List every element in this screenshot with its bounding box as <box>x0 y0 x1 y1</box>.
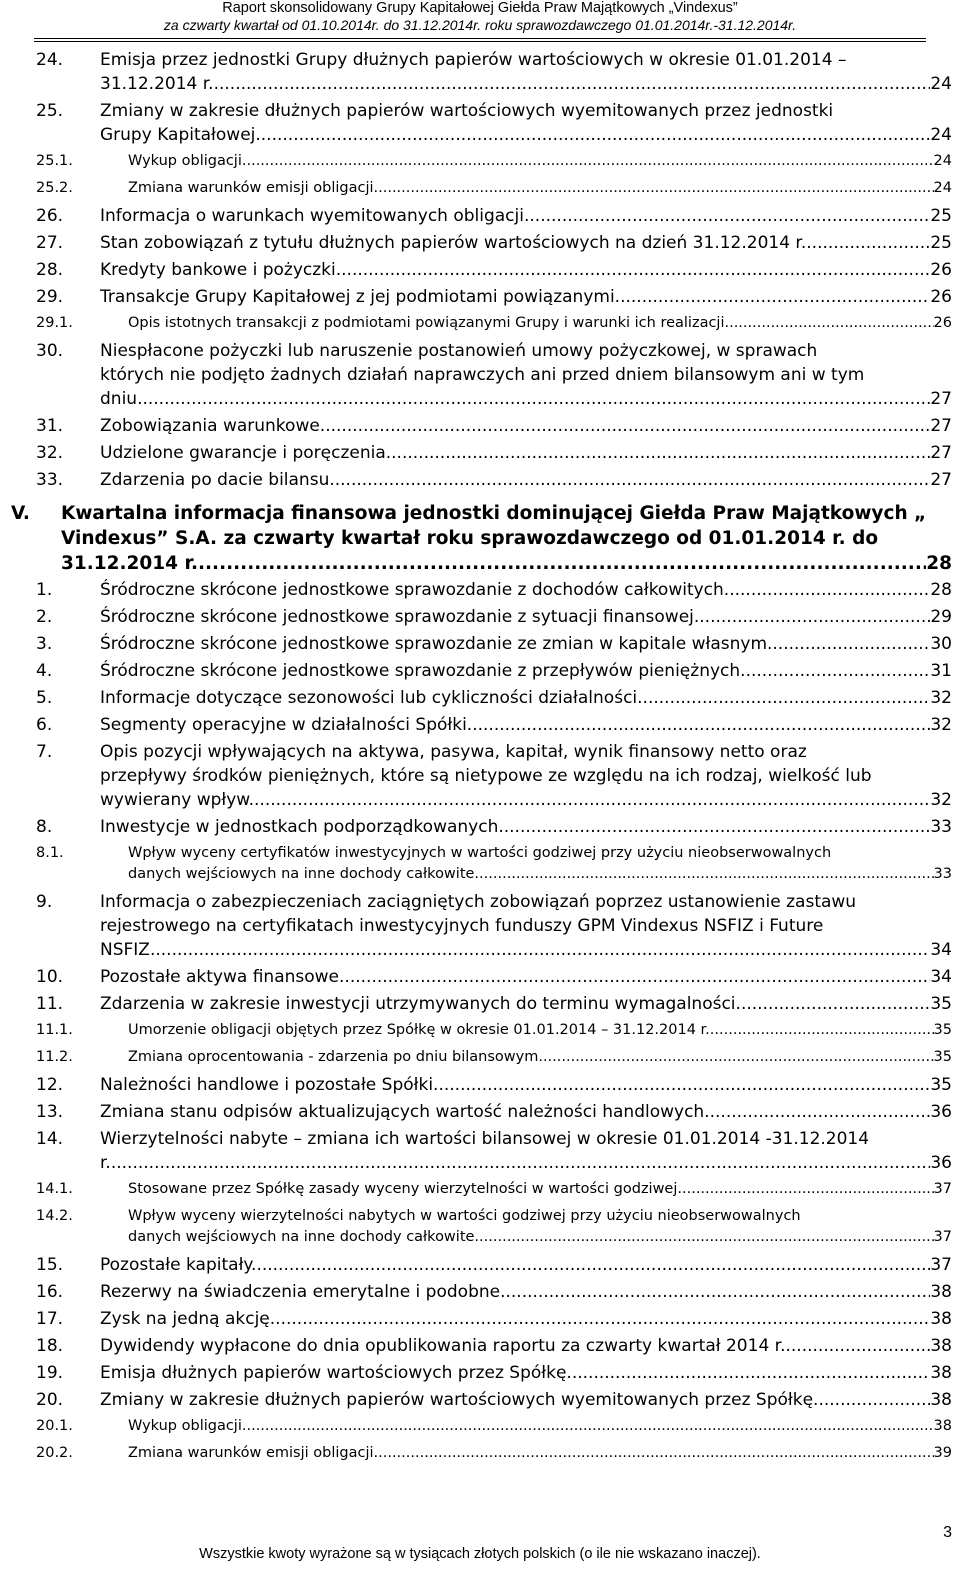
dot-leader <box>643 686 931 710</box>
toc-entry-page: 32 <box>930 687 952 708</box>
toc-entry-page: 38 <box>930 1308 952 1329</box>
toc-entry[interactable] <box>0 888 960 963</box>
toc-entry-title: 31.12.2014 r. <box>100 73 214 94</box>
dot-leader <box>438 1073 930 1097</box>
toc-entry-number: 12. <box>36 1074 64 1095</box>
toc-entry-number: 8. <box>36 816 53 837</box>
toc-entry[interactable] <box>0 1359 960 1386</box>
toc-entry-title: Vindexus” S.A. za czwarty kwartał roku sprawozdawczego od 01.01.2014 r. do <box>61 528 879 549</box>
toc-entry-page: 38 <box>933 1418 952 1434</box>
toc-entry[interactable] <box>0 813 960 840</box>
header-period: za czwarty kwartał od 01.10.2014r. do 31.12.2014r. roku sprawozdawczego 01.01.2014r.-31.12.2014r. <box>163 17 797 33</box>
dot-leader <box>479 864 934 885</box>
dot-leader <box>806 231 930 255</box>
toc-entry-page: 26 <box>930 259 952 280</box>
toc-entry-title: Należności handlowe i pozostałe Spółki. <box>100 1074 439 1095</box>
toc-entry[interactable] <box>0 412 960 439</box>
toc-entry-page: 34 <box>930 939 952 960</box>
toc-entry-title: Grupy Kapitałowej <box>100 124 256 145</box>
toc-entry-number: 13. <box>36 1101 64 1122</box>
toc-entry-title: przepływy środków pieniężnych, które są nietypowe ze względu na ich rodzaj, wielkość lub <box>100 765 872 786</box>
toc-entry[interactable] <box>0 1176 960 1203</box>
dot-leader <box>336 258 931 282</box>
toc-entry-title: Stan zobowiązań z tytułu dłużnych papierów wartościowych na dzień 31.12.2014 r. <box>100 232 807 253</box>
toc-entry-title: Informacja o zabezpieczeniach zaciągniętych zobowiązań poprzez ustanowienie zastawu <box>100 891 857 912</box>
toc-entry-title: Wykup obligacji. <box>128 1418 247 1434</box>
toc-entry-page: 26 <box>933 315 952 331</box>
toc-entry-page: 39 <box>933 1445 952 1461</box>
toc-entry-page: 31 <box>930 660 952 681</box>
toc-entry-page: 27 <box>930 388 952 409</box>
dot-leader <box>344 965 930 989</box>
toc-entry[interactable] <box>0 711 960 738</box>
toc-entry[interactable] <box>0 1440 960 1467</box>
toc-entry[interactable] <box>0 990 960 1017</box>
toc-entry-number: 25.2. <box>36 180 73 196</box>
toc-entry-number: 14.2. <box>36 1208 73 1224</box>
toc-entry-page: 28 <box>930 579 952 600</box>
dot-leader <box>214 72 931 96</box>
toc-entry-number: 33. <box>36 469 64 490</box>
header-title: Raport skonsolidowany Grupy Kapitałowej Giełda Praw Majątkowych „Vindexus” <box>222 0 738 16</box>
toc-entry-page: 37 <box>933 1181 952 1197</box>
toc-entry[interactable] <box>0 684 960 711</box>
toc-entry-title: Emisja przez jednostki Grupy dłużnych papierów wartościowych w okresie 01.01.2014 – <box>100 49 847 70</box>
toc-entry-number: 18. <box>36 1335 64 1356</box>
toc-entry-title: Dywidendy wypłacone do dnia opublikowania raportu za czwarty kwartał 2014 r. <box>100 1335 786 1356</box>
dot-leader <box>543 1047 934 1068</box>
toc-entry-number: 7. <box>36 741 53 762</box>
toc-entry-title: 31.12.2014 r. <box>61 553 198 574</box>
page-number: 3 <box>943 1524 952 1541</box>
dot-leader <box>256 1253 930 1277</box>
toc-entry-title: Zmiany w zakresie dłużnych papierów wartościowych wyemitowanych przez Spółkę. <box>100 1389 819 1410</box>
toc-entry[interactable] <box>0 963 960 990</box>
dot-leader <box>246 1416 933 1437</box>
table-of-contents <box>0 46 960 1467</box>
dot-leader <box>504 815 931 839</box>
toc-entry-title: Inwestycje w jednostkach podporządkowanych. <box>100 816 504 837</box>
toc-entry[interactable] <box>0 1017 960 1044</box>
toc-entry-number: 31. <box>36 415 64 436</box>
toc-entry-title: Kwartalna informacja finansowa jednostki dominującej Giełda Praw Majątkowych „ <box>61 503 927 524</box>
toc-entry-number: 20.2. <box>36 1445 73 1461</box>
toc-entry-number: 25.1. <box>36 153 73 169</box>
toc-entry[interactable] <box>0 1278 960 1305</box>
toc-entry-page: 38 <box>930 1335 952 1356</box>
toc-entry-title: Zmiana oprocentowania - zdarzenia po dniu bilansowym. <box>128 1049 543 1065</box>
toc-entry-title: Wpływ wyceny certyfikatów inwestycyjnych w wartości godziwej przy użyciu nieobserwowalnych <box>128 845 832 861</box>
toc-entry-page: 24 <box>930 124 952 145</box>
toc-entry-title: Śródroczne skrócone jednostkowe sprawozdanie z sytuacji finansowej. <box>100 606 700 627</box>
toc-entry-page: 38 <box>930 1389 952 1410</box>
dot-leader <box>500 1280 930 1304</box>
dot-leader <box>741 992 930 1016</box>
toc-entry[interactable] <box>0 148 960 175</box>
dot-leader <box>818 1388 930 1412</box>
toc-entry-title: Zdarzenia w zakresie inwestycji utrzymywanych do terminu wymagalności. <box>100 993 741 1014</box>
toc-entry-title: Niespłacone pożyczki lub naruszenie postanowień umowy pożyczkowej, w sprawach <box>100 340 818 361</box>
dot-leader <box>572 1361 931 1385</box>
toc-entry-number: 25. <box>36 100 64 121</box>
toc-entry[interactable] <box>0 738 960 813</box>
toc-entry-number: 1. <box>36 579 53 600</box>
toc-entry[interactable] <box>0 283 960 310</box>
dot-leader <box>155 938 930 962</box>
toc-entry-title: Zmiana warunków emisji obligacji. <box>128 1445 379 1461</box>
toc-entry-title: Śródroczne skrócone jednostkowe sprawozdanie ze zmian w kapitale własnym. <box>100 633 773 654</box>
toc-entry-number: 8.1. <box>36 845 64 861</box>
toc-entry-page: 28 <box>926 553 952 574</box>
toc-entry-title: Kredyty bankowe i pożyczki <box>100 259 336 280</box>
toc-entry-number: 6. <box>36 714 53 735</box>
toc-entry-number: 32. <box>36 442 64 463</box>
toc-entry-number: 20.1. <box>36 1418 73 1434</box>
toc-entry[interactable] <box>0 310 960 337</box>
dot-leader <box>479 1227 934 1248</box>
toc-entry[interactable] <box>0 576 960 603</box>
toc-entry-number: 30. <box>36 340 64 361</box>
toc-entry-page: 32 <box>930 789 952 810</box>
toc-entry-title: Transakcje Grupy Kapitałowej z jej podmiotami powiązanymi <box>100 286 615 307</box>
toc-entry-title: Zmiana warunków emisji obligacji. <box>128 180 379 196</box>
toc-entry-number: 17. <box>36 1308 64 1329</box>
dot-leader <box>772 632 930 656</box>
toc-entry-number: 20. <box>36 1389 64 1410</box>
toc-entry-number: 27. <box>36 232 64 253</box>
toc-entry-page: 36 <box>930 1101 952 1122</box>
toc-entry-title: Informacja o warunkach wyemitowanych obligacji. <box>100 205 530 226</box>
toc-entry-page: 34 <box>930 966 952 987</box>
toc-entry-title: Opis pozycji wpływających na aktywa, pasywa, kapitał, wynik finansowy netto oraz <box>100 741 807 762</box>
toc-entry-title: Stosowane przez Spółkę zasady wyceny wierzytelności w wartości godziwej. <box>128 1181 682 1197</box>
dot-leader <box>746 659 931 683</box>
dot-leader <box>391 441 930 465</box>
toc-entry-number: 29.1. <box>36 315 73 331</box>
toc-entry-page: 27 <box>930 469 952 490</box>
toc-entry-title: Zmiana stanu odpisów aktualizujących wartość należności handlowych. <box>100 1101 710 1122</box>
toc-entry-page: 24 <box>930 73 952 94</box>
dot-leader <box>255 123 930 147</box>
toc-entry-number: 24. <box>36 49 64 70</box>
toc-entry[interactable] <box>0 337 960 412</box>
toc-entry[interactable] <box>0 1125 960 1176</box>
toc-entry[interactable] <box>0 840 960 888</box>
toc-entry-title: Umorzenie obligacji objętych przez Spółkę w okresie 01.01.2014 – 31.12.2014 r. <box>128 1022 710 1038</box>
toc-entry-title: Zmiany w zakresie dłużnych papierów wartościowych wyemitowanych przez jednostki <box>100 100 834 121</box>
toc-entry-number: 16. <box>36 1281 64 1302</box>
header-rule <box>34 38 926 42</box>
toc-entry-page: 37 <box>933 1229 952 1245</box>
dot-leader <box>615 285 931 309</box>
toc-entry[interactable] <box>0 657 960 684</box>
page-header <box>0 0 960 34</box>
toc-entry[interactable] <box>0 1071 960 1098</box>
toc-entry-page: 33 <box>933 866 952 882</box>
toc-entry-number: 29. <box>36 286 64 307</box>
toc-entry-page: 25 <box>930 232 952 253</box>
toc-entry[interactable] <box>0 466 960 493</box>
toc-entry-title: rejestrowego na certyfikatach inwestycyjnych funduszy GPM Vindexus NSFIZ i Future <box>100 915 824 936</box>
toc-entry-title: których nie podjęto żadnych działań naprawczych ani przed dniem bilansowym ani w tym <box>100 364 865 385</box>
toc-entry-page: 32 <box>930 714 952 735</box>
toc-entry[interactable] <box>0 603 960 630</box>
toc-entry[interactable] <box>0 1203 960 1251</box>
toc-entry-page: 29 <box>930 606 952 627</box>
toc-entry-page: 25 <box>930 205 952 226</box>
toc-entry-title: r. <box>100 1152 111 1173</box>
toc-entry-number: 19. <box>36 1362 64 1383</box>
toc-entry-number: 14. <box>36 1128 64 1149</box>
toc-entry[interactable] <box>0 1413 960 1440</box>
toc-entry-title: Wpływ wyceny wierzytelności nabytych w wartości godziwej przy użyciu nieobserwowalnych <box>128 1208 801 1224</box>
toc-entry[interactable] <box>0 630 960 657</box>
toc-entry-number: 11.2. <box>36 1049 73 1065</box>
toc-entry-number: 5. <box>36 687 53 708</box>
toc-entry-page: 36 <box>930 1152 952 1173</box>
toc-entry-number: 14.1. <box>36 1181 73 1197</box>
toc-entry[interactable] <box>0 175 960 202</box>
dot-leader <box>325 414 930 438</box>
toc-entry-number: 10. <box>36 966 64 987</box>
toc-entry-title: danych wejściowych na inne dochody całkowite. <box>128 1229 480 1245</box>
toc-entry-title: Śródroczne skrócone jednostkowe sprawozdanie z przepływów pieniężnych. <box>100 660 746 681</box>
toc-entry-title: Wierzytelności nabyte – zmiana ich wartości bilansowej w okresie 01.01.2014 -31.12.2014 <box>100 1128 870 1149</box>
dot-leader <box>729 313 933 334</box>
toc-entry-title: Śródroczne skrócone jednostkowe sprawozdanie z dochodów całkowitych. <box>100 579 730 600</box>
toc-entry-title: NSFIZ. <box>100 939 156 960</box>
dot-leader <box>378 1443 933 1464</box>
dot-leader <box>682 1179 934 1200</box>
dot-leader <box>275 1307 930 1331</box>
toc-entry[interactable] <box>0 1305 960 1332</box>
toc-entry-page: 35 <box>933 1022 952 1038</box>
dot-leader <box>335 468 931 492</box>
toc-entry-title: Zobowiązania warunkowe. <box>100 415 326 436</box>
toc-entry[interactable] <box>0 1251 960 1278</box>
toc-entry-title: Emisja dłużnych papierów wartościowych przez Spółkę. <box>100 1362 572 1383</box>
toc-entry[interactable] <box>0 439 960 466</box>
toc-entry-page: 26 <box>930 286 952 307</box>
dot-leader <box>198 551 926 576</box>
toc-entry-page: 33 <box>930 816 952 837</box>
page-footer: Wszystkie kwoty wyrażone są w tysiącach złotych polskich (o ile nie wskazano inaczej). <box>199 1546 761 1562</box>
toc-entry[interactable] <box>0 256 960 283</box>
toc-entry[interactable] <box>0 97 960 148</box>
toc-entry[interactable] <box>0 202 960 229</box>
dot-leader <box>111 1151 931 1175</box>
toc-entry-title: Pozostałe kapitały. <box>100 1254 257 1275</box>
toc-entry-number: 11.1. <box>36 1022 73 1038</box>
dot-leader <box>729 578 930 602</box>
toc-entry[interactable] <box>0 501 960 576</box>
toc-entry-number: 26. <box>36 205 64 226</box>
toc-entry-page: 27 <box>930 442 952 463</box>
toc-entry-page: 24 <box>933 180 952 196</box>
toc-entry-number: 3. <box>36 633 53 654</box>
toc-entry-page: 35 <box>933 1049 952 1065</box>
toc-entry-title: danych wejściowych na inne dochody całkowite. <box>128 866 480 882</box>
dot-leader <box>378 178 933 199</box>
toc-entry-page: 35 <box>930 1074 952 1095</box>
toc-entry[interactable] <box>0 1386 960 1413</box>
toc-entry-title: Rezerwy na świadczenia emerytalne i podobne <box>100 1281 501 1302</box>
dot-leader <box>246 151 933 172</box>
toc-entry-title: wywierany wpływ. <box>100 789 255 810</box>
toc-entry-title: dniu. <box>100 388 143 409</box>
toc-entry-title: Informacje dotyczące sezonowości lub cykliczności działalności. <box>100 687 643 708</box>
dot-leader <box>254 788 930 812</box>
dot-leader <box>472 713 930 737</box>
dot-leader <box>529 204 930 228</box>
toc-entry-number: 15. <box>36 1254 64 1275</box>
toc-entry-page: 38 <box>930 1362 952 1383</box>
dot-leader <box>710 1020 934 1041</box>
dot-leader <box>786 1334 931 1358</box>
toc-entry-title: Wykup obligacji. <box>128 153 247 169</box>
toc-entry-page: 37 <box>930 1254 952 1275</box>
dot-leader <box>142 387 930 411</box>
toc-entry[interactable] <box>0 1044 960 1071</box>
dot-leader <box>710 1100 931 1124</box>
toc-entry-number: 2. <box>36 606 53 627</box>
toc-entry-number: 11. <box>36 993 64 1014</box>
toc-entry-number: 9. <box>36 891 53 912</box>
toc-entry-number: 4. <box>36 660 53 681</box>
toc-entry-page: 38 <box>930 1281 952 1302</box>
toc-entry-title: Udzielone gwarancje i poręczenia. <box>100 442 392 463</box>
toc-entry[interactable] <box>0 1098 960 1125</box>
toc-entry-title: Zysk na jedną akcję. <box>100 1308 276 1329</box>
toc-entry-page: 30 <box>930 633 952 654</box>
toc-entry-title: Zdarzenia po dacie bilansu. <box>100 469 335 490</box>
toc-entry-title: Pozostałe aktywa finansowe. <box>100 966 345 987</box>
toc-entry[interactable] <box>0 1332 960 1359</box>
toc-entry[interactable] <box>0 229 960 256</box>
toc-entry-title: Segmenty operacyjne w działalności Spółki. <box>100 714 473 735</box>
toc-entry-page: 35 <box>930 993 952 1014</box>
dot-leader <box>699 605 930 629</box>
toc-entry-page: 24 <box>933 153 952 169</box>
toc-entry[interactable] <box>0 46 960 97</box>
toc-entry-number: 28. <box>36 259 64 280</box>
toc-entry-page: 27 <box>930 415 952 436</box>
toc-entry-title: Opis istotnych transakcji z podmiotami powiązanymi Grupy i warunki ich realizacji. <box>128 315 730 331</box>
toc-entry-number: V. <box>11 503 30 524</box>
